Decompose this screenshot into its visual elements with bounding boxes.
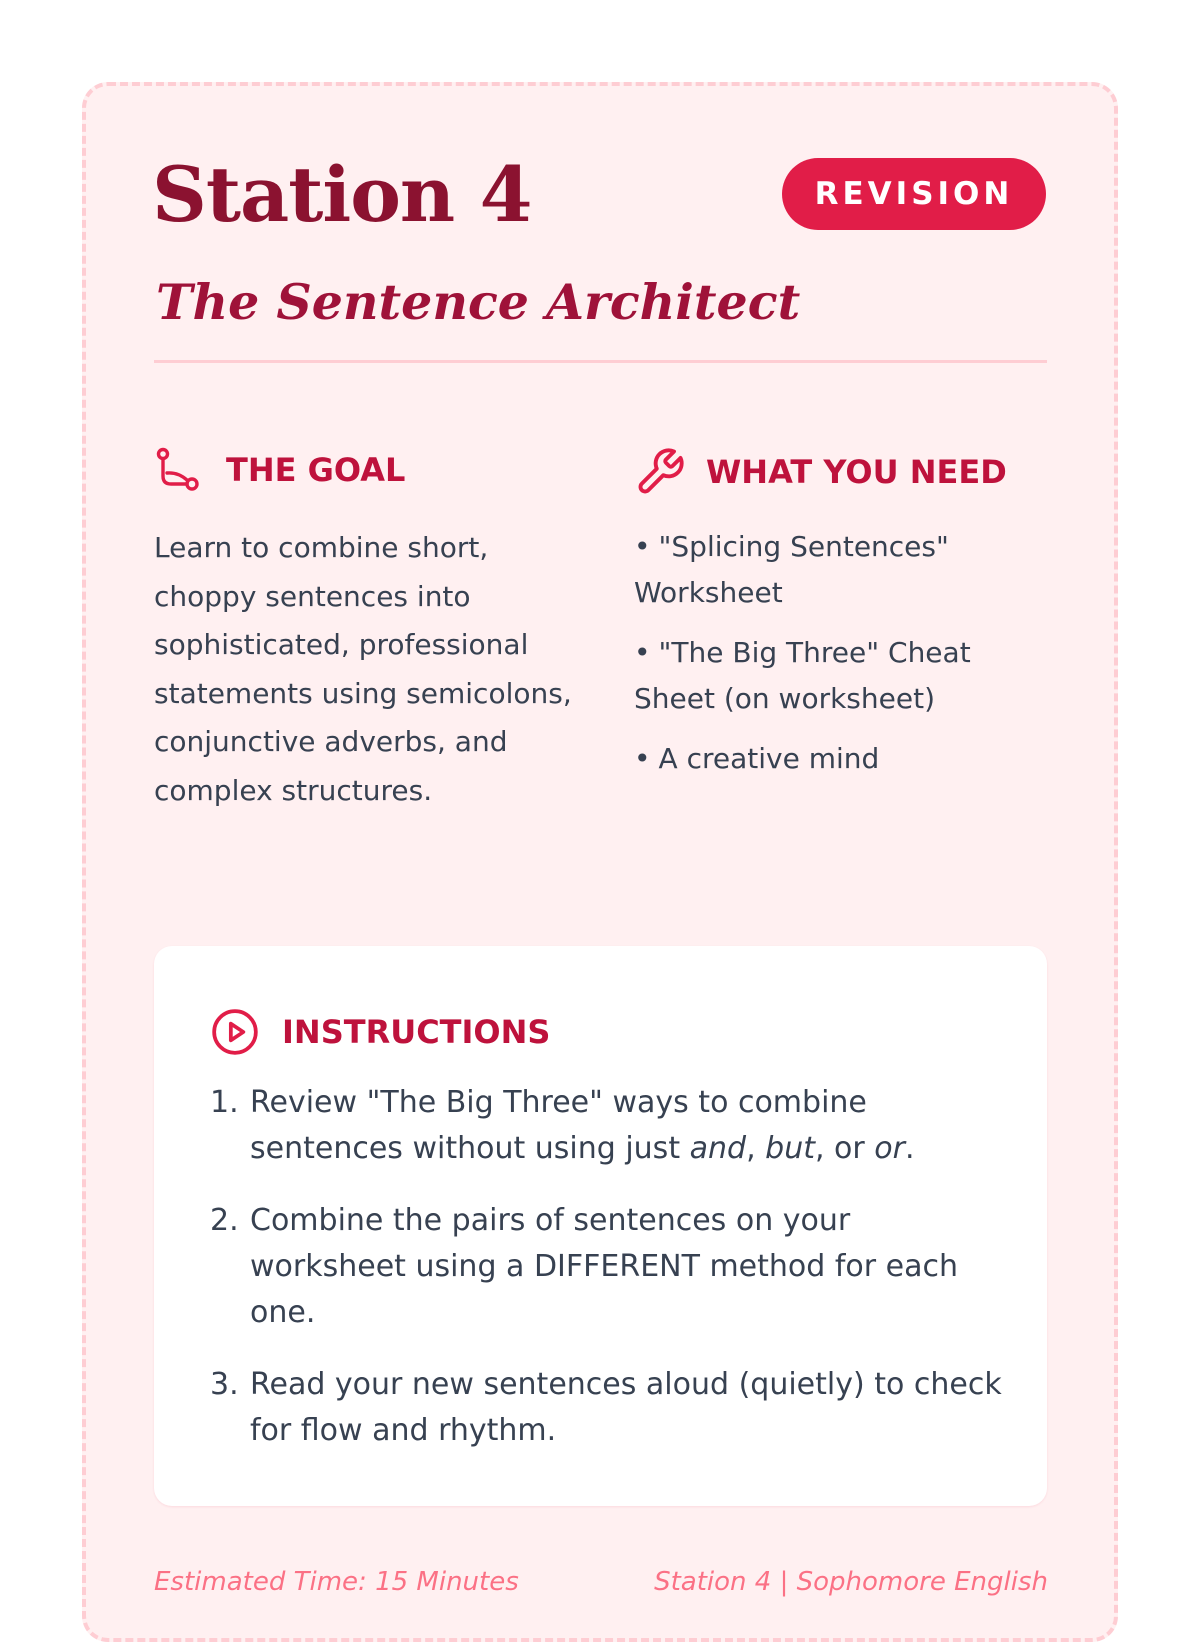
instruction-step: 1. Review "The Big Three" ways to combine sentences without using just and, but, or or. — [210, 1085, 915, 1166]
needs-heading — [634, 446, 1007, 498]
list-item: • "The Big Three" Cheat Sheet (on worksheet) — [634, 636, 971, 715]
station-course-label: Station 4 | Sophomore English — [654, 1567, 1048, 1597]
route-icon — [154, 446, 202, 494]
needs-list — [634, 524, 1034, 796]
instructions-heading-label: INSTRUCTIONS — [282, 1013, 551, 1051]
instruction-step: 3. Read your new sentences aloud (quietly) to check for flow and rhythm. — [210, 1367, 1002, 1448]
estimated-time: Estimated Time: 15 Minutes — [154, 1567, 519, 1597]
instruction-step: 2. Combine the pairs of sentences on your worksheet using a DIFFERENT method for each one. — [210, 1203, 958, 1330]
goal-heading-label: THE GOAL — [226, 451, 406, 489]
instruction-steps — [210, 1080, 1010, 1480]
list-item: • A creative mind — [634, 742, 880, 775]
station-title: Station 4 — [152, 150, 532, 239]
title-divider — [154, 360, 1047, 363]
needs-heading-label: WHAT YOU NEED — [706, 453, 1007, 491]
goal-heading — [154, 446, 405, 494]
wrench-icon — [634, 446, 686, 498]
goal-text: Learn to combine short, choppy sentences into sophisticated, professional statements using semicolons, conjunctive adverbs, and complex structures. — [154, 531, 572, 807]
play-circle-icon — [210, 1007, 260, 1057]
station-subtitle: The Sentence Architect — [156, 273, 801, 331]
instructions-heading — [210, 1007, 550, 1057]
list-item: • "Splicing Sentences" Worksheet — [634, 530, 949, 609]
revision-badge: REVISION — [782, 158, 1046, 230]
